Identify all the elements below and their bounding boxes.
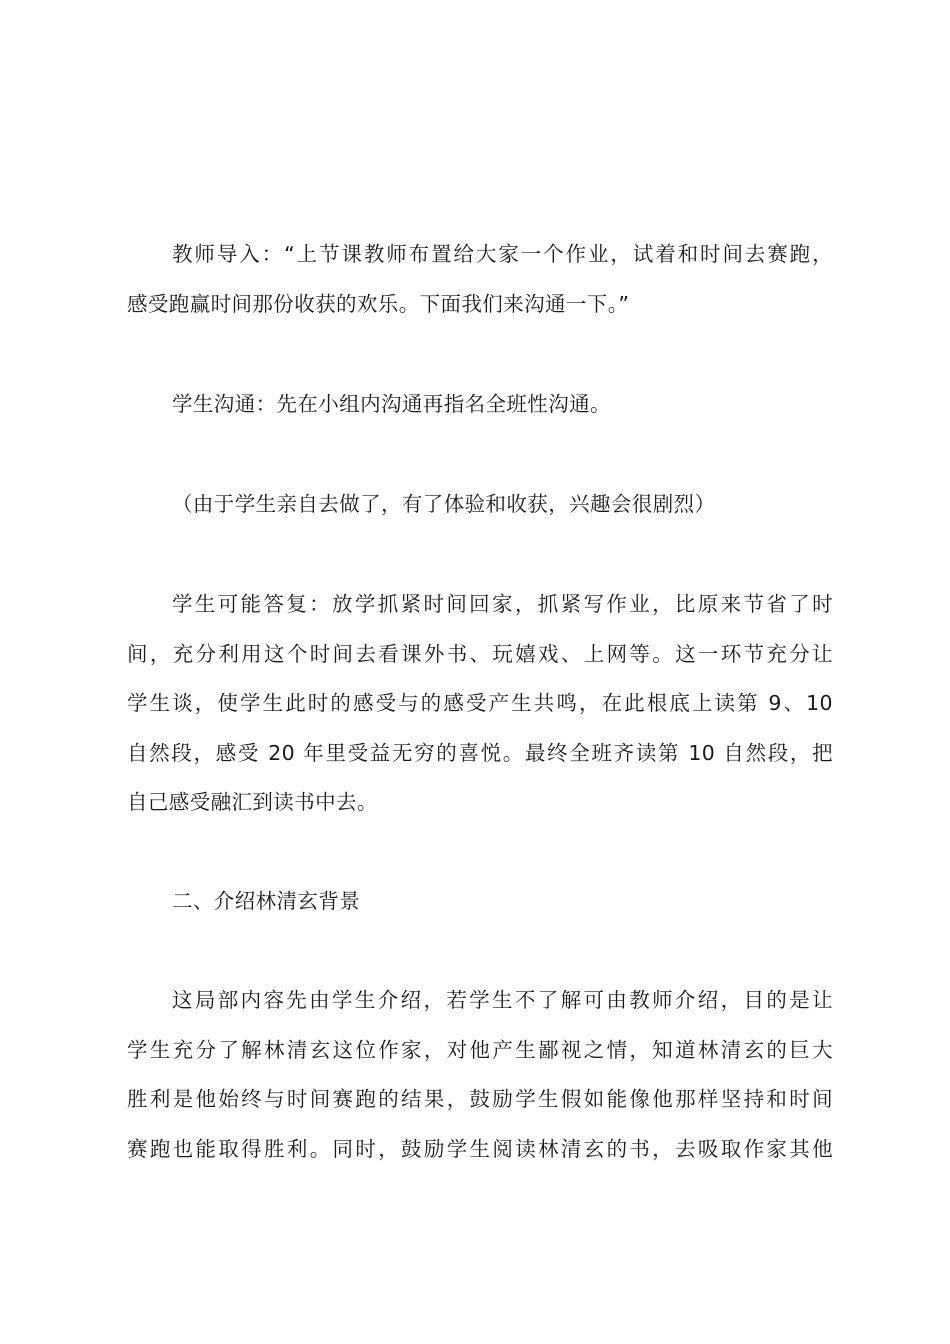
paragraph-student-answer <box>127 580 833 828</box>
paragraph-note <box>127 480 833 530</box>
text-line: 间，充分利用这个时间去看课外书、玩嬉戏、上网等。这一环节充分让 <box>127 641 833 666</box>
paragraph-background <box>127 976 833 1174</box>
text-line: 二、介绍林清玄背景 <box>172 889 361 913</box>
text-line: 学生可能答复：放学抓紧时间回家，抓紧写作业，比原来节省了时 <box>172 592 833 616</box>
text-line: 感受跑赢时间那份收获的欢乐。下面我们来沟通一下。” <box>127 291 630 316</box>
text-line: 自然段，感受 20 年里受益无穷的喜悦。最终全班齐读第 10 自然段，把 <box>127 740 833 765</box>
text-line: 胜利是他始终与时间赛跑的结果，鼓励学生假如能像他那样坚持和时间 <box>127 1087 833 1112</box>
text-line: 教师导入：“上节课教师布置给大家一个作业，试着和时间去赛跑， <box>172 242 833 266</box>
text-line: 学生充分了解林清玄这位作家，对他产生鄙视之情，知道林清玄的巨大 <box>127 1037 833 1062</box>
section-heading <box>127 877 833 927</box>
text-line: （由于学生亲自去做了，有了体验和收获，兴趣会很剧烈） <box>172 492 716 516</box>
text-line: 自己感受融汇到读书中去。 <box>127 790 378 815</box>
text-line: 这局部内容先由学生介绍，若学生不了解可由教师介绍，目的是让 <box>172 988 833 1012</box>
paragraph-teacher-intro <box>127 230 833 329</box>
paragraph-student-communication <box>127 380 833 430</box>
text-line: 学生沟通：先在小组内沟通再指名全班性沟通。 <box>172 392 611 416</box>
text-line: 学生谈，使学生此时的感受与的感受产生共鸣，在此根底上读第 9、10 <box>127 691 833 716</box>
text-line: 赛跑也能取得胜利。同时，鼓励学生阅读林清玄的书，去吸取作家其他 <box>127 1136 833 1161</box>
